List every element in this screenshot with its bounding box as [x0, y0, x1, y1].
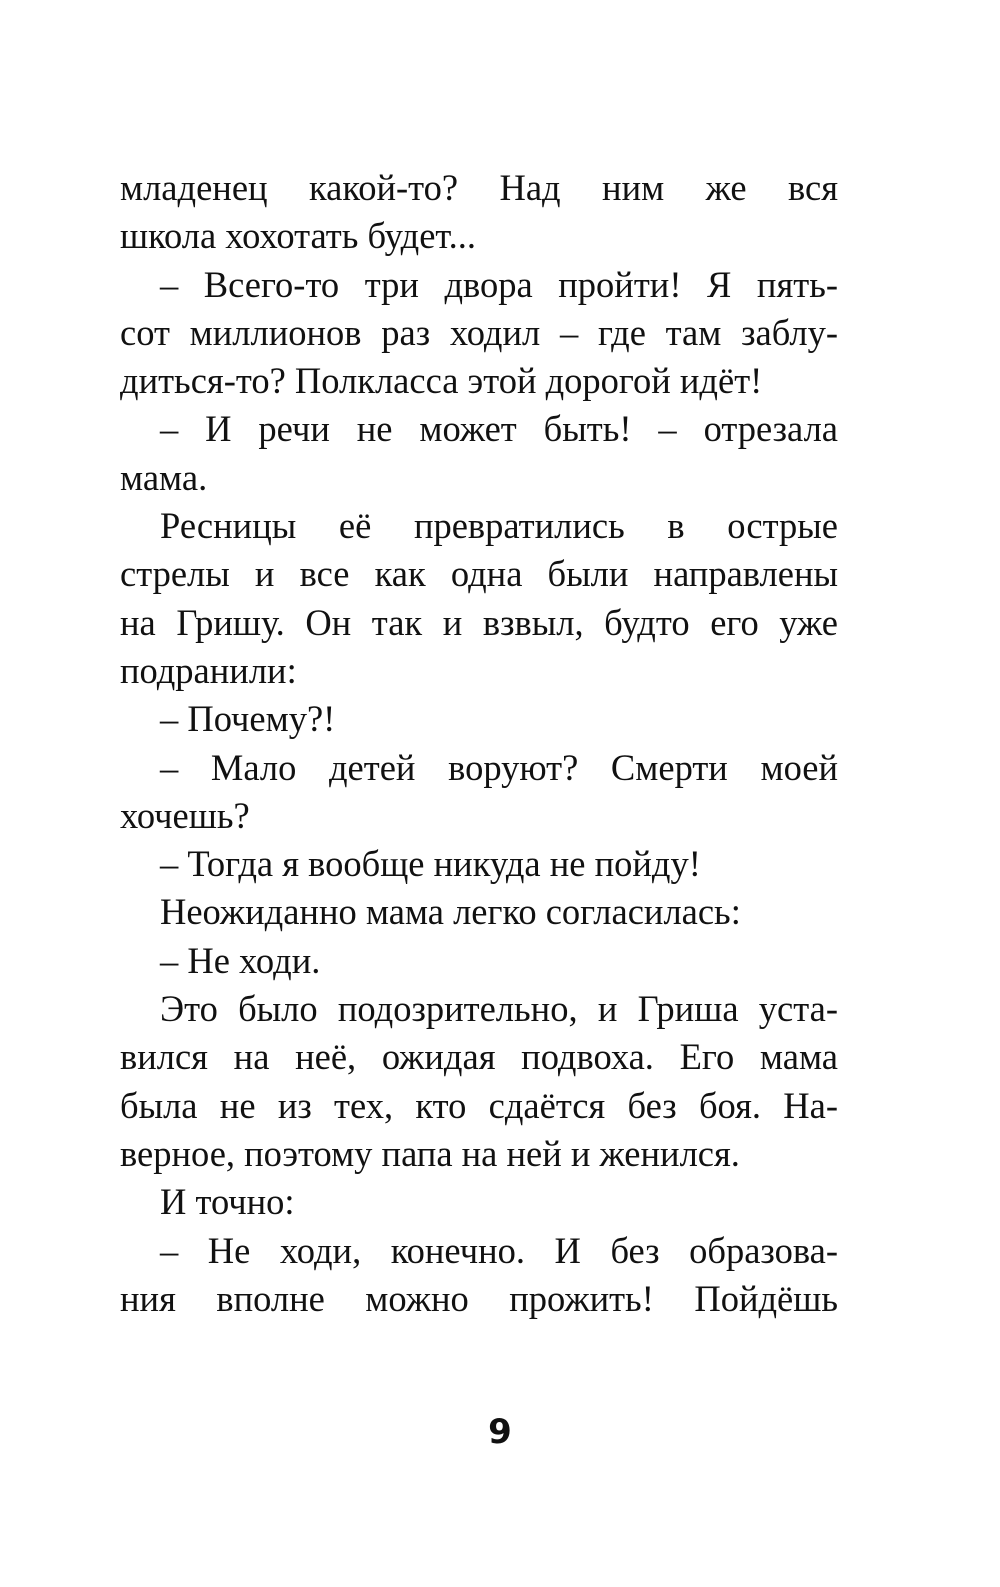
text-line: – Не ходи, конечно. И без образова- [160, 1229, 838, 1271]
text-line: – Почему?! [160, 698, 336, 740]
text-line: ния вполне можно прожить! Пойдёшь [120, 1277, 838, 1319]
text-line: Это было подозрительно, и Гриша уста- [160, 988, 838, 1030]
text-line: – Не ходи. [160, 939, 321, 981]
text-line: верное, поэтому папа на ней и женился. [120, 1132, 740, 1174]
text-line: подранили: [120, 649, 297, 691]
text-line: стрелы и все как одна были направлены [120, 553, 838, 595]
text-line: – Тогда я вообще никуда не пойду! [160, 843, 701, 885]
text-line: сот миллионов раз ходил – где там заблу- [120, 311, 838, 353]
text-line: была не из тех, кто сдаётся без боя. На- [120, 1084, 838, 1126]
text-line: И точно: [160, 1181, 295, 1223]
body-text [120, 164, 838, 1323]
page-number: 9 [488, 1412, 512, 1452]
text-line: Ресницы её превратились в острые [160, 505, 838, 547]
text-line: вился на неё, ожидая подвоха. Его мама [120, 1036, 838, 1078]
text-line: школа хохотать будет... [120, 215, 476, 257]
text-line: мама. [120, 456, 208, 498]
text-line: – И речи не может быть! – отрезала [160, 408, 838, 450]
text-line: хочешь? [120, 794, 250, 836]
text-line: Неожиданно мама легко согласилась: [160, 891, 741, 933]
text-line: диться-то? Полкласса этой дорогой идёт! [120, 360, 763, 402]
text-line: – Всего-то три двора пройти! Я пять- [160, 263, 838, 305]
text-line: на Гришу. Он так и взвыл, будто его уже [120, 601, 838, 643]
text-line: младенец какой-то? Над ним же вся [120, 167, 838, 208]
text-line: – Мало детей воруют? Смерти моей [160, 746, 838, 788]
